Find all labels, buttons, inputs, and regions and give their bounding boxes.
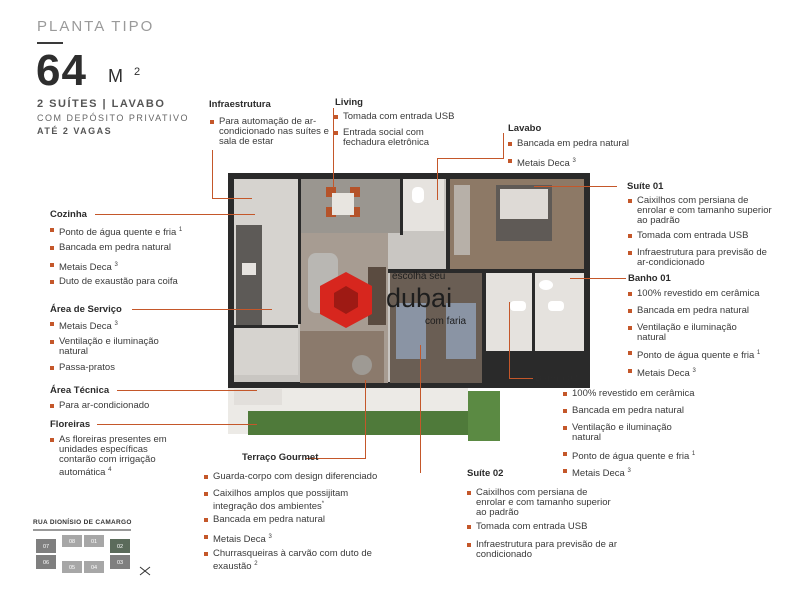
lavabo-item-1-sup: 3: [572, 158, 576, 164]
terraco-item-3: [213, 532, 373, 545]
compass-north-icon: [140, 567, 150, 575]
infra-item-0: Para automação de ar-condicionado nas suítes e sala de estar: [219, 116, 329, 147]
leader-infra: [212, 150, 213, 198]
cozinha-item-2-text: Metais Deca: [59, 262, 112, 274]
terraco-item-1-text: Caixilhos amplos que possijitam integração dos ambientes: [213, 488, 349, 513]
banho01-item-0: 100% revestido em cerâmica: [637, 289, 787, 299]
banho01-item-2: Ventilação e iluminação natural: [637, 323, 757, 343]
suite01-item-0: Caixilhos com persiana de enrolar e com tamanho superior ao padrão: [637, 196, 777, 226]
terraco-item-2: Bancada em pedra natural: [213, 515, 373, 525]
terraco-item-3-text: Metais Deca: [213, 534, 266, 546]
banho02-item-4: [572, 466, 722, 479]
leader-infra-h: [212, 198, 252, 199]
suite02-title: Suíte 02: [467, 468, 504, 479]
banho01-item-3: [637, 348, 787, 361]
leader-banho02-h: [509, 378, 533, 379]
area-number: 64: [36, 46, 87, 95]
leader-lavabo-v: [437, 158, 438, 200]
servico-item-2: Passa-pratos: [59, 363, 199, 373]
suite01-item-1: Tomada com entrada USB: [637, 231, 777, 241]
unit-07: 07: [42, 544, 50, 550]
banho01-item-4: [637, 366, 787, 379]
unit-02: 02: [116, 544, 124, 550]
terraco-item-3-sup: 3: [268, 534, 272, 540]
watermark-logo-icon: [318, 270, 374, 330]
tecnica-title: Área Técnica: [50, 385, 110, 396]
living-title: Living: [335, 97, 363, 108]
unit-03: 03: [116, 560, 124, 566]
suite01-title: Suíte 01: [627, 181, 664, 192]
leader-floreiras: [97, 424, 257, 425]
leader-cozinha: [95, 214, 255, 215]
infra-title: Infraestrutura: [209, 99, 271, 110]
floreiras-title: Floreiras: [50, 419, 91, 430]
area-unit: M: [108, 66, 124, 86]
servico-item-1: Ventilação e iluminação natural: [59, 337, 189, 357]
banho02-title: Banho 02: [535, 373, 578, 384]
terraco-item-1-sup: *: [321, 501, 325, 507]
leader-terraco: [365, 380, 366, 458]
unit-06: 06: [42, 560, 50, 566]
cozinha-item-0-text: Ponto de água quente e fria: [59, 227, 177, 239]
terraco-item-4-sup: 2: [254, 561, 258, 567]
terraco-item-4-text: Churrasqueiras à carvão com duto de exaustão: [213, 548, 372, 573]
leader-servico: [132, 309, 272, 310]
street-label: RUA DIONÍSIO DE CAMARGO: [33, 519, 132, 526]
terraco-title: Terraço Gourmet: [242, 452, 319, 463]
unit-01: 01: [90, 539, 98, 545]
watermark-line1: escolha seu: [392, 271, 446, 282]
unit-05: 05: [68, 565, 76, 571]
cozinha-item-2-sup: 3: [114, 262, 118, 268]
cozinha-item-0: [59, 225, 209, 238]
watermark-line2: dubai: [386, 283, 453, 313]
leader-living: [333, 108, 334, 188]
banho02-item-2: Ventilação e iluminação natural: [572, 423, 692, 443]
banho02-item-3-sup: 1: [691, 451, 696, 457]
watermark-line3: com faria: [425, 316, 467, 327]
lavabo-item-1: [517, 156, 657, 169]
banho02-item-1: Bancada em pedra natural: [572, 406, 722, 416]
floreiras-item-0: [59, 435, 187, 478]
banho02-item-4-text: Metais Deca: [572, 468, 625, 480]
banho01-item-3-text: Ponto de água quente e fria: [637, 350, 755, 362]
banho01-item-3-sup: 1: [756, 350, 761, 356]
floreiras-item-0-text: As floreiras presentes em unidades específicas contarão com irrigação automática: [59, 434, 167, 479]
banho01-item-4-text: Metais Deca: [637, 368, 690, 380]
banho01-title: Banho 01: [628, 273, 671, 284]
leader-banho02: [509, 302, 510, 378]
leader-banho01: [570, 278, 626, 279]
banho02-item-0: 100% revestido em cerâmica: [572, 389, 722, 399]
banho01-item-1: Bancada em pedra natural: [637, 306, 787, 316]
floreiras-item-0-sup: 4: [108, 467, 112, 473]
banho01-item-4-sup: 3: [692, 368, 696, 374]
suite01-item-2: Infraestrutura para previsão de ar-condicionado: [637, 248, 777, 268]
suite02-item-2: Infraestrutura para previsão de ar condicionado: [476, 540, 626, 560]
plan-title: PLANTA TIPO: [37, 18, 155, 35]
suite02-item-1: Tomada com entrada USB: [476, 522, 616, 532]
area-unit-superscript: 2: [134, 66, 141, 78]
leader-lavabo-h: [437, 158, 504, 159]
terraco-item-4: [213, 549, 403, 572]
living-item-0: Tomada com entrada USB: [343, 112, 483, 122]
servico-item-0-text: Metais Deca: [59, 321, 112, 333]
leader-lavabo: [503, 133, 504, 159]
unit-08: 08: [68, 539, 76, 545]
servico-title: Área de Serviço: [50, 304, 122, 315]
leader-tecnica: [117, 390, 257, 391]
vagas-label: ATÉ 2 VAGAS: [37, 126, 113, 136]
deposito-label: COM DEPÓSITO PRIVATIVO: [37, 113, 190, 123]
building-locator-map: [28, 519, 158, 581]
cozinha-item-2: [59, 260, 209, 273]
cozinha-item-1: Bancada em pedra natural: [59, 243, 209, 253]
lavabo-title: Lavabo: [508, 123, 542, 134]
lavabo-item-1-text: Metais Deca: [517, 158, 570, 170]
living-item-1: Entrada social com fechadura eletrônica: [343, 128, 453, 148]
title-divider: [37, 42, 63, 44]
suites-label: 2 SUÍTES | LAVABO: [37, 98, 166, 110]
banho02-item-4-sup: 3: [627, 468, 631, 474]
suite02-item-0: Caixilhos com persiana de enrolar e com tamanho superior ao padrão: [476, 488, 616, 518]
unit-04: 04: [90, 565, 98, 571]
cozinha-title: Cozinha: [50, 209, 87, 220]
tecnica-item-0: Para ar-condicionado: [59, 401, 199, 411]
cozinha-item-0-sup: 1: [178, 227, 183, 233]
leader-suite02: [420, 345, 421, 473]
lavabo-item-0: Bancada em pedra natural: [517, 139, 657, 149]
servico-item-0-sup: 3: [114, 321, 118, 327]
terraco-item-0: Guarda-corpo com design diferenciado: [213, 472, 413, 482]
banho02-item-3: [572, 449, 742, 462]
terraco-item-1: [213, 489, 373, 512]
leader-suite01: [534, 186, 617, 187]
servico-item-0: [59, 319, 199, 332]
cozinha-item-3: Duto de exaustão para coifa: [59, 277, 209, 287]
banho02-item-3-text: Ponto de água quente e fria: [572, 451, 690, 463]
